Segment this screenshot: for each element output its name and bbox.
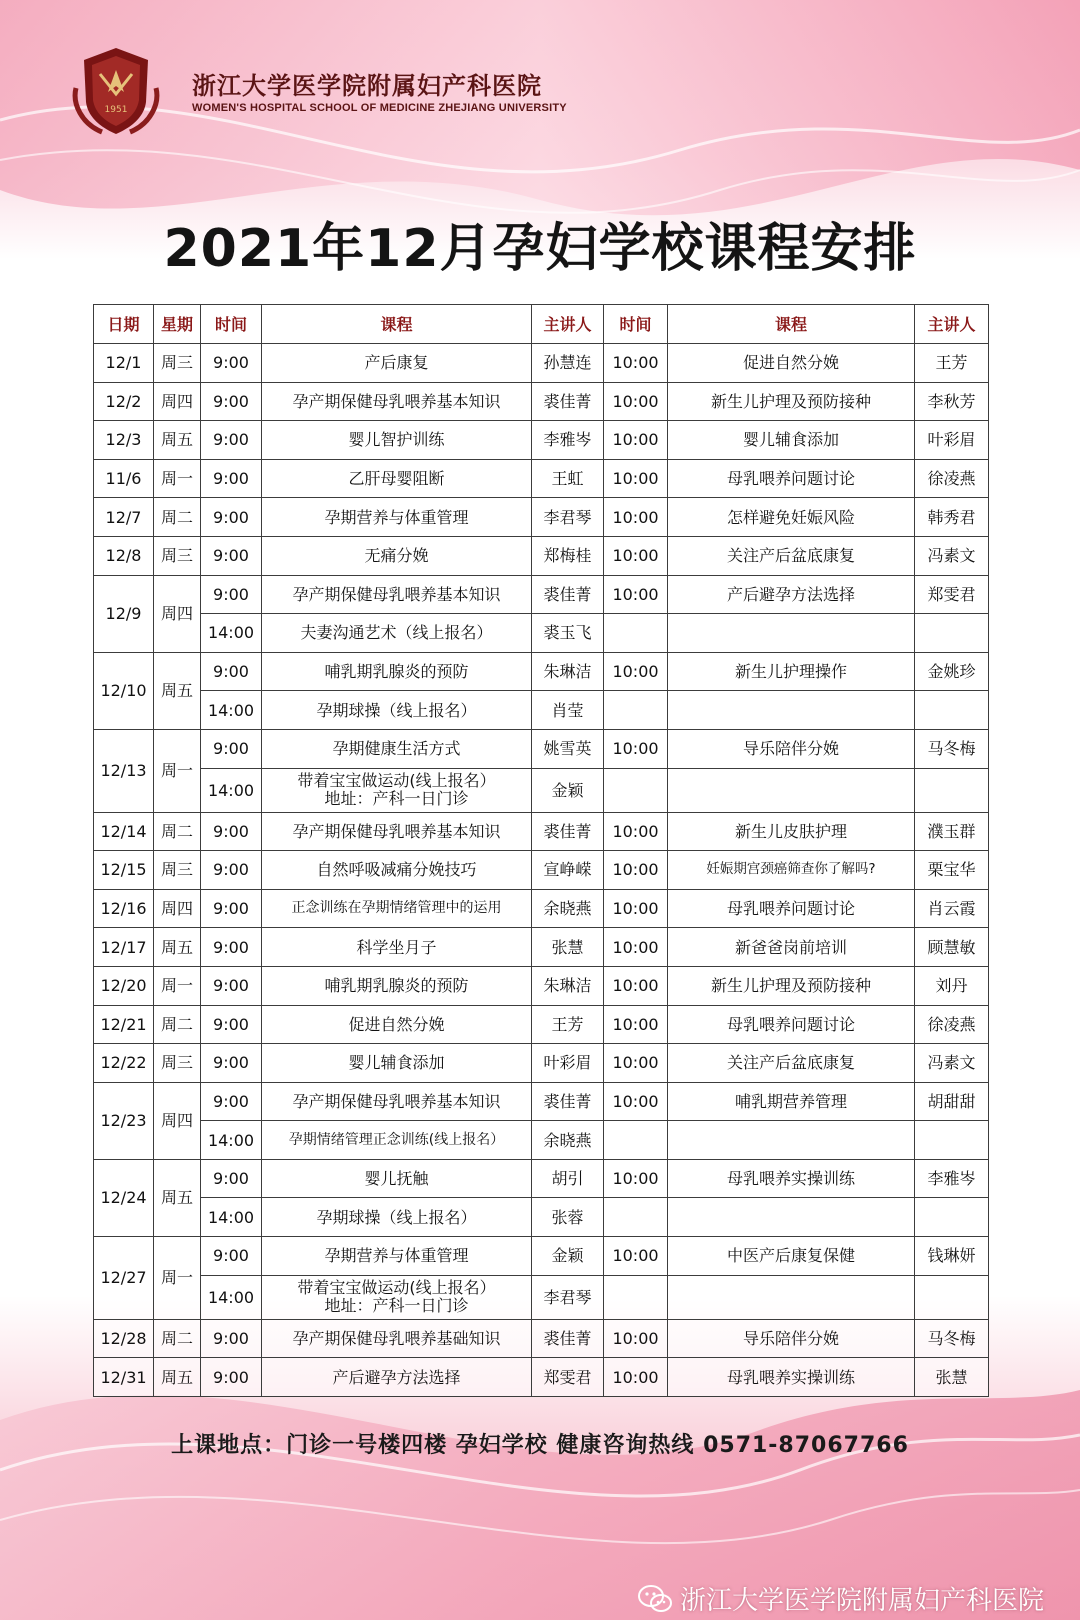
cell-course-2 bbox=[668, 1198, 915, 1237]
cell-course-1: 孕期营养与体重管理 bbox=[262, 1237, 532, 1276]
cell-lecturer-1: 裘佳菁 bbox=[532, 1082, 604, 1121]
wechat-icon bbox=[638, 1584, 672, 1614]
cell-date: 12/13 bbox=[94, 729, 154, 812]
cell-lecturer-2 bbox=[915, 691, 989, 730]
cell-lecturer-1: 朱琳洁 bbox=[532, 966, 604, 1005]
cell-course-1: 婴儿抚触 bbox=[262, 1159, 532, 1198]
cell-course-1: 孕期健康生活方式 bbox=[262, 729, 532, 768]
cell-time-1: 9:00 bbox=[201, 344, 262, 383]
wechat-account-name: 浙江大学医学院附属妇产科医院 bbox=[679, 1586, 1044, 1616]
cell-time-2: 10:00 bbox=[604, 459, 668, 498]
table-row bbox=[94, 928, 989, 967]
cell-course-2 bbox=[668, 1275, 915, 1319]
cell-course-1: 孕期情绪管理正念训练(线上报名） bbox=[262, 1121, 532, 1160]
cell-lecturer-1: 李雅岑 bbox=[532, 421, 604, 460]
cell-course-2: 母乳喂养实操训练 bbox=[668, 1159, 915, 1198]
cell-lecturer-2: 刘丹 bbox=[915, 966, 989, 1005]
cell-lecturer-2: 栗宝华 bbox=[915, 851, 989, 890]
header-date: 日期 bbox=[94, 305, 154, 344]
cell-date: 12/24 bbox=[94, 1159, 154, 1236]
header-weekday: 星期 bbox=[154, 305, 201, 344]
course-line-1: 带着宝宝做运动(线上报名） bbox=[297, 771, 496, 791]
cell-course-1: 孕产期保健母乳喂养基本知识 bbox=[262, 812, 532, 851]
hospital-name-en: WOMEN'S HOSPITAL SCHOOL OF MEDICINE ZHEJIANG UNIVERSITY bbox=[192, 102, 567, 114]
cell-time-2 bbox=[604, 614, 668, 653]
cell-lecturer-2: 冯素文 bbox=[915, 1044, 989, 1083]
cell-lecturer-2: 徐凌燕 bbox=[915, 459, 989, 498]
cell-course-1: 哺乳期乳腺炎的预防 bbox=[262, 652, 532, 691]
cell-date: 12/10 bbox=[94, 652, 154, 729]
cell-date: 12/27 bbox=[94, 1237, 154, 1320]
cell-weekday: 周五 bbox=[154, 1159, 201, 1236]
cell-weekday: 周二 bbox=[154, 812, 201, 851]
cell-lecturer-1: 叶彩眉 bbox=[532, 1044, 604, 1083]
cell-lecturer-2: 马冬梅 bbox=[915, 1319, 989, 1358]
cell-time-2 bbox=[604, 691, 668, 730]
cell-lecturer-2: 李雅岑 bbox=[915, 1159, 989, 1198]
cell-course-1: 产后避孕方法选择 bbox=[262, 1358, 532, 1397]
cell-lecturer-2: 肖云霞 bbox=[915, 889, 989, 928]
cell-date: 12/2 bbox=[94, 382, 154, 421]
cell-course-2: 婴儿辅食添加 bbox=[668, 421, 915, 460]
cell-lecturer-1: 裘佳菁 bbox=[532, 575, 604, 614]
cell-date: 12/16 bbox=[94, 889, 154, 928]
cell-course-2: 哺乳期营养管理 bbox=[668, 1082, 915, 1121]
cell-time-2: 10:00 bbox=[604, 575, 668, 614]
table-row bbox=[94, 1121, 989, 1160]
table-row bbox=[94, 851, 989, 890]
cell-weekday: 周一 bbox=[154, 1237, 201, 1320]
hospital-name-cn: 浙江大学医学院附属妇产科医院 bbox=[192, 71, 542, 100]
cell-time-1: 9:00 bbox=[201, 889, 262, 928]
cell-time-1: 9:00 bbox=[201, 729, 262, 768]
cell-weekday: 周三 bbox=[154, 344, 201, 383]
cell-time-2 bbox=[604, 1121, 668, 1160]
cell-course-1: 产后康复 bbox=[262, 344, 532, 383]
cell-date: 12/1 bbox=[94, 344, 154, 383]
cell-course-2: 新生儿护理及预防接种 bbox=[668, 966, 915, 1005]
cell-weekday: 周五 bbox=[154, 928, 201, 967]
cell-weekday: 周五 bbox=[154, 1358, 201, 1397]
cell-lecturer-2 bbox=[915, 1275, 989, 1319]
cell-course-1: 无痛分娩 bbox=[262, 536, 532, 575]
cell-time-1: 9:00 bbox=[201, 575, 262, 614]
cell-date: 12/7 bbox=[94, 498, 154, 537]
cell-lecturer-1: 裘佳菁 bbox=[532, 812, 604, 851]
cell-time-2: 10:00 bbox=[604, 1082, 668, 1121]
cell-course-2: 妊娠期宫颈癌筛查你了解吗? bbox=[668, 851, 915, 890]
table-row bbox=[94, 536, 989, 575]
hospital-emblem-icon bbox=[66, 44, 166, 140]
cell-time-2: 10:00 bbox=[604, 889, 668, 928]
cell-course-1 bbox=[262, 1275, 532, 1319]
cell-lecturer-2: 濮玉群 bbox=[915, 812, 989, 851]
cell-course-2: 关注产后盆底康复 bbox=[668, 536, 915, 575]
cell-time-2: 10:00 bbox=[604, 1358, 668, 1397]
cell-time-1: 9:00 bbox=[201, 459, 262, 498]
cell-date: 12/21 bbox=[94, 1005, 154, 1044]
cell-weekday: 周四 bbox=[154, 1082, 201, 1159]
cell-time-2: 10:00 bbox=[604, 1005, 668, 1044]
cell-time-1: 14:00 bbox=[201, 768, 262, 812]
header-lecturer-1: 主讲人 bbox=[532, 305, 604, 344]
cell-lecturer-1: 裘佳菁 bbox=[532, 1319, 604, 1358]
cell-date: 11/6 bbox=[94, 459, 154, 498]
cell-lecturer-1: 李君琴 bbox=[532, 1275, 604, 1319]
table-header-row bbox=[94, 305, 989, 344]
table-row bbox=[94, 1275, 989, 1319]
cell-lecturer-1: 余晓燕 bbox=[532, 889, 604, 928]
cell-course-1: 乙肝母婴阻断 bbox=[262, 459, 532, 498]
cell-lecturer-2 bbox=[915, 614, 989, 653]
cell-course-2: 母乳喂养问题讨论 bbox=[668, 889, 915, 928]
cell-lecturer-2 bbox=[915, 1121, 989, 1160]
cell-time-1: 9:00 bbox=[201, 1159, 262, 1198]
cell-weekday: 周二 bbox=[154, 1319, 201, 1358]
cell-course-2: 产后避孕方法选择 bbox=[668, 575, 915, 614]
cell-course-1: 婴儿智护训练 bbox=[262, 421, 532, 460]
cell-time-1: 14:00 bbox=[201, 691, 262, 730]
cell-course-1: 孕产期保健母乳喂养基础知识 bbox=[262, 1319, 532, 1358]
cell-course-1: 促进自然分娩 bbox=[262, 1005, 532, 1044]
cell-time-2: 10:00 bbox=[604, 1319, 668, 1358]
cell-course-1: 孕产期保健母乳喂养基本知识 bbox=[262, 382, 532, 421]
table-row bbox=[94, 966, 989, 1005]
cell-course-1: 正念训练在孕期情绪管理中的运用 bbox=[262, 889, 532, 928]
cell-lecturer-2: 叶彩眉 bbox=[915, 421, 989, 460]
cell-time-1: 14:00 bbox=[201, 1275, 262, 1319]
cell-date: 12/20 bbox=[94, 966, 154, 1005]
cell-lecturer-1: 李君琴 bbox=[532, 498, 604, 537]
cell-course-1: 孕期球操（线上报名） bbox=[262, 691, 532, 730]
cell-course-2: 新生儿护理及预防接种 bbox=[668, 382, 915, 421]
cell-weekday: 周一 bbox=[154, 459, 201, 498]
course-line-1: 带着宝宝做运动(线上报名） bbox=[297, 1278, 496, 1298]
cell-lecturer-1: 王虹 bbox=[532, 459, 604, 498]
table-row bbox=[94, 344, 989, 383]
cell-lecturer-2 bbox=[915, 1198, 989, 1237]
cell-course-2: 导乐陪伴分娩 bbox=[668, 1319, 915, 1358]
cell-course-1: 夫妻沟通艺术（线上报名） bbox=[262, 614, 532, 653]
table-row bbox=[94, 382, 989, 421]
table-row bbox=[94, 1044, 989, 1083]
cell-time-2: 10:00 bbox=[604, 851, 668, 890]
cell-lecturer-1: 余晓燕 bbox=[532, 1121, 604, 1160]
cell-time-1: 9:00 bbox=[201, 1082, 262, 1121]
cell-course-2: 母乳喂养问题讨论 bbox=[668, 459, 915, 498]
cell-time-2 bbox=[604, 1275, 668, 1319]
cell-lecturer-1: 张慧 bbox=[532, 928, 604, 967]
cell-course-2 bbox=[668, 1121, 915, 1160]
cell-date: 12/8 bbox=[94, 536, 154, 575]
table-row bbox=[94, 1082, 989, 1121]
cell-lecturer-2: 王芳 bbox=[915, 344, 989, 383]
header-time-2: 时间 bbox=[604, 305, 668, 344]
cell-lecturer-2: 胡甜甜 bbox=[915, 1082, 989, 1121]
cell-lecturer-2: 顾慧敏 bbox=[915, 928, 989, 967]
cell-date: 12/3 bbox=[94, 421, 154, 460]
cell-course-2: 关注产后盆底康复 bbox=[668, 1044, 915, 1083]
cell-lecturer-2: 郑雯君 bbox=[915, 575, 989, 614]
cell-course-1: 孕产期保健母乳喂养基本知识 bbox=[262, 1082, 532, 1121]
cell-time-2: 10:00 bbox=[604, 1044, 668, 1083]
cell-time-1: 9:00 bbox=[201, 1005, 262, 1044]
cell-lecturer-2: 金姚珍 bbox=[915, 652, 989, 691]
cell-date: 12/28 bbox=[94, 1319, 154, 1358]
cell-weekday: 周二 bbox=[154, 498, 201, 537]
cell-course-1: 婴儿辅食添加 bbox=[262, 1044, 532, 1083]
cell-course-2: 新生儿护理操作 bbox=[668, 652, 915, 691]
cell-lecturer-1: 金颖 bbox=[532, 1237, 604, 1276]
table-row bbox=[94, 459, 989, 498]
cell-lecturer-1: 裘玉飞 bbox=[532, 614, 604, 653]
table-row bbox=[94, 729, 989, 768]
cell-course-2: 母乳喂养实操训练 bbox=[668, 1358, 915, 1397]
cell-time-1: 9:00 bbox=[201, 1319, 262, 1358]
cell-time-2: 10:00 bbox=[604, 344, 668, 383]
table-row bbox=[94, 1159, 989, 1198]
cell-time-2: 10:00 bbox=[604, 812, 668, 851]
cell-course-1: 孕产期保健母乳喂养基本知识 bbox=[262, 575, 532, 614]
cell-time-2: 10:00 bbox=[604, 536, 668, 575]
cell-lecturer-1: 王芳 bbox=[532, 1005, 604, 1044]
cell-time-1: 9:00 bbox=[201, 1358, 262, 1397]
table-row bbox=[94, 1198, 989, 1237]
emblem-year: 1951 bbox=[104, 105, 128, 115]
cell-lecturer-1: 姚雪英 bbox=[532, 729, 604, 768]
table-row bbox=[94, 1237, 989, 1276]
cell-time-1: 14:00 bbox=[201, 1198, 262, 1237]
cell-course-2 bbox=[668, 614, 915, 653]
cell-time-1: 9:00 bbox=[201, 1044, 262, 1083]
page-title: 2021年12月孕妇学校课程安排 bbox=[163, 219, 917, 279]
cell-lecturer-2: 冯素文 bbox=[915, 536, 989, 575]
cell-weekday: 周三 bbox=[154, 1044, 201, 1083]
header-course-2: 课程 bbox=[668, 305, 915, 344]
cell-course-2: 导乐陪伴分娩 bbox=[668, 729, 915, 768]
cell-time-2 bbox=[604, 1198, 668, 1237]
table-row bbox=[94, 652, 989, 691]
table-row bbox=[94, 768, 989, 812]
table-row bbox=[94, 691, 989, 730]
cell-lecturer-2: 马冬梅 bbox=[915, 729, 989, 768]
cell-time-1: 9:00 bbox=[201, 652, 262, 691]
cell-lecturer-1: 肖莹 bbox=[532, 691, 604, 730]
cell-time-1: 9:00 bbox=[201, 498, 262, 537]
cell-lecturer-2: 张慧 bbox=[915, 1358, 989, 1397]
wechat-account bbox=[638, 1580, 1044, 1617]
cell-date: 12/9 bbox=[94, 575, 154, 652]
course-line-2: 地址：产科一日门诊 bbox=[324, 1296, 469, 1316]
cell-time-2: 10:00 bbox=[604, 652, 668, 691]
cell-lecturer-2: 李秋芳 bbox=[915, 382, 989, 421]
cell-course-2: 中医产后康复保健 bbox=[668, 1237, 915, 1276]
footer-location-hotline: 上课地点：门诊一号楼四楼 孕妇学校 健康咨询热线 0571-87067766 bbox=[171, 1433, 909, 1458]
cell-time-1: 9:00 bbox=[201, 812, 262, 851]
cell-weekday: 周一 bbox=[154, 966, 201, 1005]
cell-course-1: 自然呼吸减痛分娩技巧 bbox=[262, 851, 532, 890]
cell-lecturer-2: 钱琳妍 bbox=[915, 1237, 989, 1276]
cell-time-2: 10:00 bbox=[604, 928, 668, 967]
course-line-2: 地址：产科一日门诊 bbox=[324, 789, 469, 809]
cell-course-1: 哺乳期乳腺炎的预防 bbox=[262, 966, 532, 1005]
cell-time-1: 14:00 bbox=[201, 614, 262, 653]
cell-course-2: 怎样避免妊娠风险 bbox=[668, 498, 915, 537]
cell-lecturer-1: 郑雯君 bbox=[532, 1358, 604, 1397]
table-row bbox=[94, 889, 989, 928]
table-row bbox=[94, 498, 989, 537]
cell-course-1 bbox=[262, 768, 532, 812]
cell-lecturer-1: 裘佳菁 bbox=[532, 382, 604, 421]
table-row bbox=[94, 575, 989, 614]
cell-lecturer-2 bbox=[915, 768, 989, 812]
cell-time-1: 9:00 bbox=[201, 536, 262, 575]
cell-date: 12/23 bbox=[94, 1082, 154, 1159]
cell-course-1: 孕期球操（线上报名） bbox=[262, 1198, 532, 1237]
cell-time-1: 9:00 bbox=[201, 382, 262, 421]
table-row bbox=[94, 421, 989, 460]
cell-weekday: 周五 bbox=[154, 652, 201, 729]
header-lecturer-2: 主讲人 bbox=[915, 305, 989, 344]
cell-course-2 bbox=[668, 691, 915, 730]
cell-lecturer-2: 徐凌燕 bbox=[915, 1005, 989, 1044]
table-body bbox=[94, 344, 989, 1397]
cell-course-1: 孕期营养与体重管理 bbox=[262, 498, 532, 537]
cell-weekday: 周四 bbox=[154, 382, 201, 421]
cell-time-1: 9:00 bbox=[201, 966, 262, 1005]
table-row bbox=[94, 1319, 989, 1358]
cell-time-1: 9:00 bbox=[201, 1237, 262, 1276]
cell-lecturer-1: 张蓉 bbox=[532, 1198, 604, 1237]
cell-lecturer-1: 郑梅桂 bbox=[532, 536, 604, 575]
cell-time-2: 10:00 bbox=[604, 382, 668, 421]
cell-weekday: 周五 bbox=[154, 421, 201, 460]
cell-weekday: 周三 bbox=[154, 536, 201, 575]
cell-date: 12/17 bbox=[94, 928, 154, 967]
course-schedule-table bbox=[93, 304, 989, 1397]
cell-time-1: 14:00 bbox=[201, 1121, 262, 1160]
table-row bbox=[94, 812, 989, 851]
cell-course-2 bbox=[668, 768, 915, 812]
cell-date: 12/22 bbox=[94, 1044, 154, 1083]
cell-time-2 bbox=[604, 768, 668, 812]
cell-time-2: 10:00 bbox=[604, 421, 668, 460]
cell-time-1: 9:00 bbox=[201, 851, 262, 890]
cell-lecturer-1: 宣峥嵘 bbox=[532, 851, 604, 890]
cell-course-2: 促进自然分娩 bbox=[668, 344, 915, 383]
cell-date: 12/31 bbox=[94, 1358, 154, 1397]
cell-lecturer-1: 金颖 bbox=[532, 768, 604, 812]
cell-time-2: 10:00 bbox=[604, 498, 668, 537]
header-time-1: 时间 bbox=[201, 305, 262, 344]
cell-time-1: 9:00 bbox=[201, 928, 262, 967]
cell-lecturer-1: 朱琳洁 bbox=[532, 652, 604, 691]
cell-time-2: 10:00 bbox=[604, 1159, 668, 1198]
cell-weekday: 周三 bbox=[154, 851, 201, 890]
cell-time-1: 9:00 bbox=[201, 421, 262, 460]
cell-weekday: 周四 bbox=[154, 889, 201, 928]
cell-course-1: 科学坐月子 bbox=[262, 928, 532, 967]
cell-date: 12/14 bbox=[94, 812, 154, 851]
cell-weekday: 周二 bbox=[154, 1005, 201, 1044]
hospital-header bbox=[66, 44, 626, 140]
cell-lecturer-2: 韩秀君 bbox=[915, 498, 989, 537]
cell-course-2: 新生儿皮肤护理 bbox=[668, 812, 915, 851]
table-row bbox=[94, 614, 989, 653]
cell-date: 12/15 bbox=[94, 851, 154, 890]
table-row bbox=[94, 1005, 989, 1044]
cell-time-2: 10:00 bbox=[604, 1237, 668, 1276]
cell-course-2: 母乳喂养问题讨论 bbox=[668, 1005, 915, 1044]
cell-lecturer-1: 孙慧连 bbox=[532, 344, 604, 383]
cell-time-2: 10:00 bbox=[604, 966, 668, 1005]
table-row bbox=[94, 1358, 989, 1397]
cell-course-2: 新爸爸岗前培训 bbox=[668, 928, 915, 967]
cell-lecturer-1: 胡引 bbox=[532, 1159, 604, 1198]
cell-weekday: 周四 bbox=[154, 575, 201, 652]
header-course-1: 课程 bbox=[262, 305, 532, 344]
cell-time-2: 10:00 bbox=[604, 729, 668, 768]
cell-weekday: 周一 bbox=[154, 729, 201, 812]
